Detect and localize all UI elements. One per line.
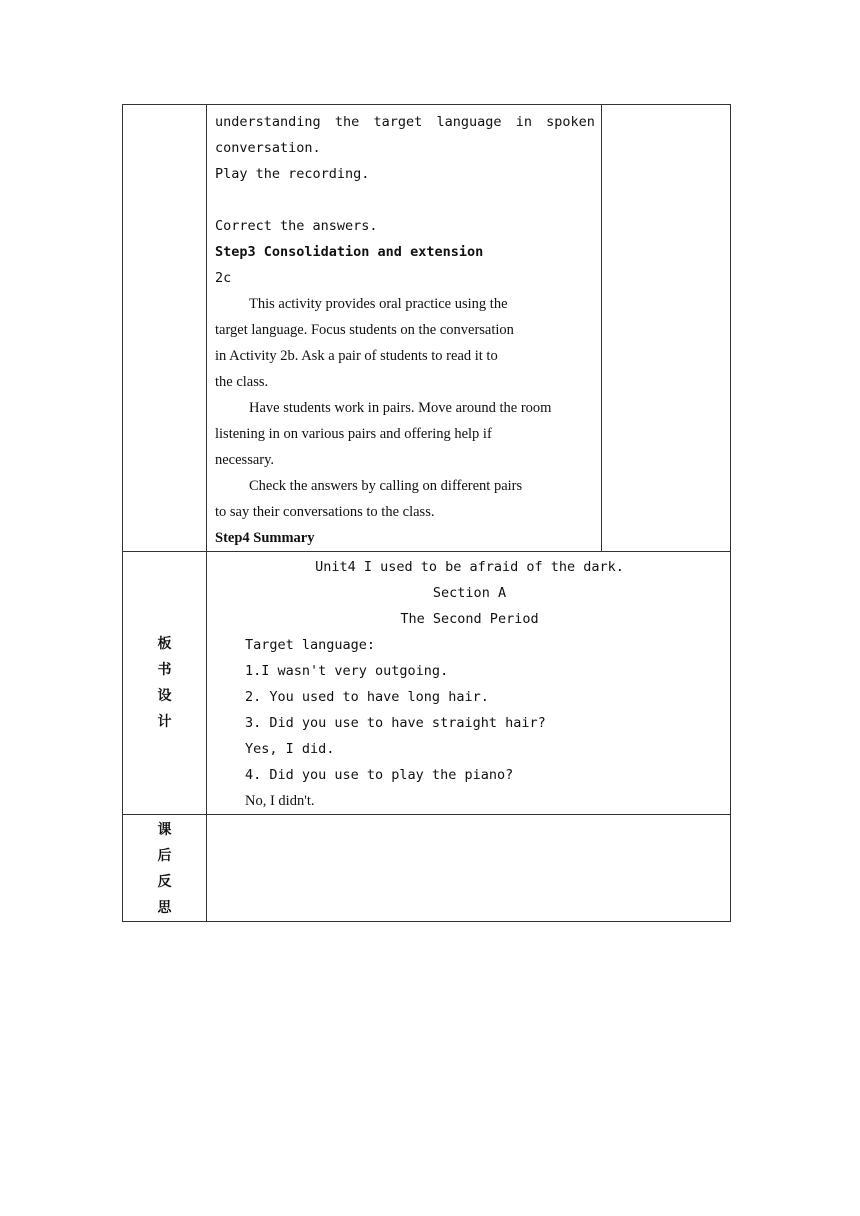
board-title: Unit4 I used to be afraid of the dark. xyxy=(315,559,624,575)
board-design-label-cell xyxy=(123,552,207,815)
para1-line-3: in Activity 2b. Ask a pair of students to read it to xyxy=(215,348,498,364)
word: language xyxy=(436,114,502,130)
step4-heading: Step4 Summary xyxy=(215,530,315,546)
procedure-line-1 xyxy=(215,109,595,135)
reflection-label-cell xyxy=(123,815,207,922)
board-item: Yes, I did. xyxy=(245,741,335,757)
label-char: 后 xyxy=(157,848,172,864)
procedure-line-2: conversation. xyxy=(215,140,321,156)
para1-line-2: target language. Focus students on the conversation xyxy=(215,322,514,338)
procedure-label-cell xyxy=(123,105,207,552)
procedure-content-cell xyxy=(207,105,602,552)
board-item: 3. Did you use to have straight hair? xyxy=(245,715,546,731)
procedure-notes-cell xyxy=(602,105,731,552)
activity-label: 2c xyxy=(215,270,232,286)
para3-line-2: to say their conversations to the class. xyxy=(215,504,435,520)
word: in xyxy=(515,114,532,130)
board-section: Section A xyxy=(432,585,507,601)
board-design-content-cell xyxy=(207,552,731,815)
para1-line-4: the class. xyxy=(215,374,269,390)
board-item: 2. You used to have long hair. xyxy=(245,689,489,705)
board-item: No, I didn't. xyxy=(245,793,315,809)
board-design-row xyxy=(123,552,731,815)
label-char: 书 xyxy=(157,662,172,678)
label-char: 思 xyxy=(157,900,172,916)
label-char: 板 xyxy=(157,636,172,652)
para2-line-1: Have students work in pairs. Move around the room xyxy=(249,400,552,416)
word: the xyxy=(334,114,360,130)
blank-line xyxy=(215,187,595,213)
word: target xyxy=(373,114,423,130)
procedure-line-4: Correct the answers. xyxy=(215,218,378,234)
para2-line-3: necessary. xyxy=(215,452,275,468)
word: spoken xyxy=(546,114,595,130)
para2-line-2: listening in on various pairs and offering help if xyxy=(215,426,492,442)
para1-line-1: This activity provides oral practice using the xyxy=(249,296,508,312)
step3-heading: Step3 Consolidation and extension xyxy=(215,244,484,260)
procedure-row xyxy=(123,105,731,552)
board-item: 1.I wasn't very outgoing. xyxy=(245,663,449,679)
label-char: 计 xyxy=(157,714,172,730)
reflection-content-cell xyxy=(207,815,731,922)
lesson-plan-table xyxy=(122,104,731,922)
label-char: 课 xyxy=(157,822,172,838)
label-char: 设 xyxy=(157,688,172,704)
board-item: 4. Did you use to play the piano? xyxy=(245,767,514,783)
reflection-row xyxy=(123,815,731,922)
procedure-line-3: Play the recording. xyxy=(215,166,370,182)
para3-line-1: Check the answers by calling on different pairs xyxy=(249,478,523,494)
label-char: 反 xyxy=(157,874,172,890)
board-period: The Second Period xyxy=(400,611,539,627)
target-language-label: Target language: xyxy=(245,637,376,653)
word: understanding xyxy=(215,114,321,130)
